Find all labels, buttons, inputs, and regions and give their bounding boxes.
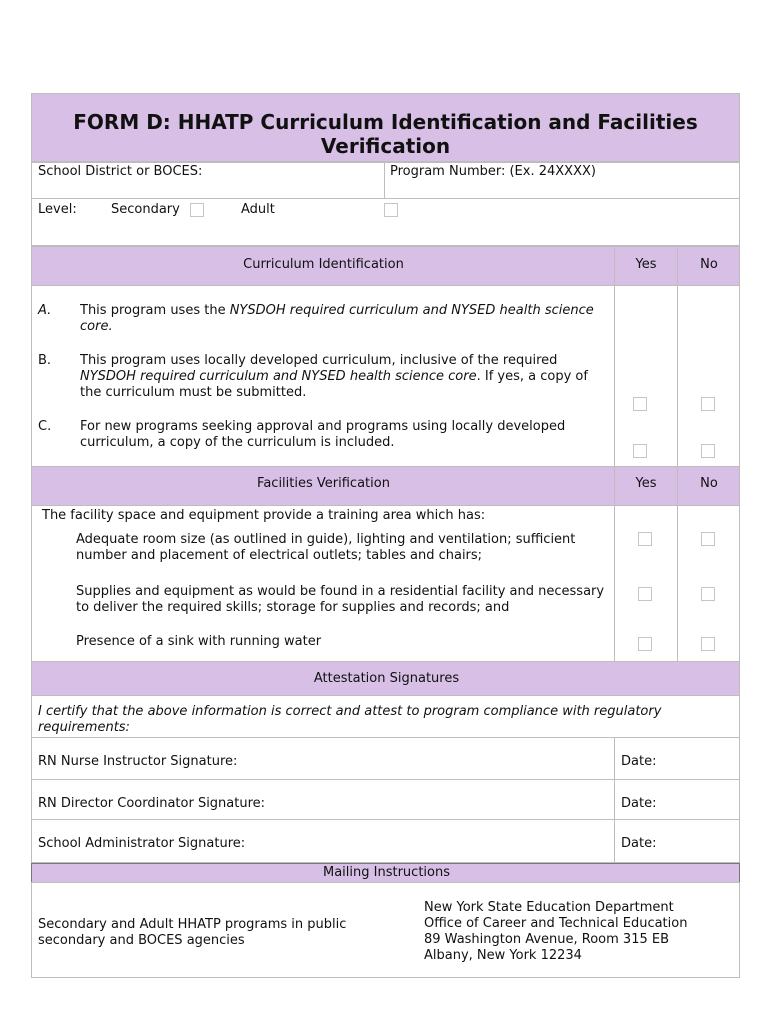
- mailing-recipients: Secondary and Adult HHATP programs in public secondary and BOCES agencies: [38, 917, 347, 948]
- item-b-post: . If yes, a copy of the curriculum must be submitted.: [80, 369, 588, 400]
- divider: [384, 163, 385, 198]
- curriculum-body: [31, 285, 740, 467]
- facilities-intro: The facility space and equipment provide a training area which has:: [42, 508, 486, 523]
- curriculum-title: Curriculum Identification: [243, 257, 404, 272]
- item-letter-a: A.: [38, 303, 52, 318]
- secondary-label: Secondary: [111, 202, 180, 217]
- facilities-yes-label: Yes: [635, 476, 657, 491]
- facilities-item-room: Adequate room size (as outlined in guide), lighting and ventilation; sufficient number and placement of electrical outlets; tables and chairs;: [76, 532, 576, 563]
- level-row: [31, 198, 740, 246]
- item-letter-b: B.: [38, 353, 52, 368]
- mailing-body: [31, 882, 740, 978]
- curriculum-no-label: No: [700, 257, 718, 272]
- item-letter-c: C.: [38, 419, 52, 434]
- room-no-checkbox[interactable]: [701, 532, 715, 546]
- item-b-italic: NYSDOH required curriculum and NYSED health science core: [80, 369, 477, 384]
- program-number-label: Program Number: (Ex. 24XXXX): [390, 164, 596, 179]
- facilities-header: [31, 466, 740, 506]
- attestation-title: Attestation Signatures: [313, 671, 460, 686]
- signature-row: [31, 737, 740, 780]
- room-yes-checkbox[interactable]: [638, 532, 652, 546]
- sink-no-checkbox[interactable]: [701, 637, 715, 651]
- attestation-statement-row: [31, 695, 740, 738]
- adult-checkbox[interactable]: [384, 203, 398, 217]
- date-label: Date:: [621, 796, 657, 811]
- address-line: 89 Washington Avenue, Room 315 EB: [424, 932, 669, 947]
- form-title-line1: FORM D: HHATP Curriculum Identification and Facilities: [73, 110, 698, 134]
- date-label: Date:: [621, 836, 657, 851]
- form-title-line2: Verification: [320, 134, 451, 158]
- address-line: New York State Education Department: [424, 900, 674, 915]
- item-a-text: This program uses the: [80, 303, 230, 318]
- curriculum-item-b: [80, 353, 610, 401]
- adult-label: Adult: [241, 202, 275, 217]
- facilities-item-sink: Presence of a sink with running water: [76, 634, 322, 649]
- facilities-title: Facilities Verification: [257, 476, 390, 491]
- item-a-italic: NYSDOH required curriculum and NYSED health science core.: [80, 303, 594, 334]
- divider: [614, 286, 615, 466]
- supplies-yes-checkbox[interactable]: [638, 587, 652, 601]
- sink-yes-checkbox[interactable]: [638, 637, 652, 651]
- district-label: School District or BOCES:: [38, 164, 203, 179]
- item-b-text: This program uses locally developed curriculum, inclusive of the required: [80, 353, 558, 368]
- mailing-header: [31, 863, 740, 883]
- secondary-checkbox[interactable]: [190, 203, 204, 217]
- divider: [614, 738, 615, 779]
- divider: [677, 506, 678, 661]
- address-line: Albany, New York 12234: [424, 948, 582, 963]
- rn-director-signature-label: RN Director Coordinator Signature:: [38, 796, 266, 811]
- supplies-no-checkbox[interactable]: [701, 587, 715, 601]
- item-a-yes-checkbox[interactable]: [633, 397, 647, 411]
- district-row: [31, 162, 740, 199]
- item-a-no-checkbox[interactable]: [701, 397, 715, 411]
- level-label: Level:: [38, 202, 77, 217]
- signature-row: [31, 779, 740, 820]
- facilities-item-supplies: Supplies and equipment as would be found in a residential facility and necessary to deliver the required skills; storage for supplies and records; and: [76, 584, 605, 615]
- facilities-no-label: No: [700, 476, 718, 491]
- mailing-address: [424, 900, 734, 964]
- curriculum-item-c: [80, 419, 610, 451]
- school-admin-signature-label: School Administrator Signature:: [38, 836, 246, 851]
- rn-instructor-signature-label: RN Nurse Instructor Signature:: [38, 754, 238, 769]
- curriculum-yes-label: Yes: [635, 257, 657, 272]
- date-label: Date:: [621, 754, 657, 769]
- item-c-text: For new programs seeking approval and programs using locally developed curriculum, a copy of the curriculum is included.: [80, 419, 566, 450]
- attestation-statement: I certify that the above information is correct and attest to program compliance with regulatory requirements:: [38, 704, 662, 735]
- address-line: Office of Career and Technical Education: [424, 916, 688, 931]
- item-b-no-checkbox[interactable]: [701, 444, 715, 458]
- facilities-body: [31, 505, 740, 662]
- mailing-title: Mailing Instructions: [323, 865, 450, 880]
- divider: [677, 286, 678, 466]
- form-title: [31, 93, 740, 162]
- item-b-yes-checkbox[interactable]: [633, 444, 647, 458]
- curriculum-header: [31, 246, 740, 286]
- divider: [614, 820, 615, 862]
- attestation-header: [31, 661, 740, 696]
- curriculum-item-a: [80, 303, 595, 335]
- signature-row: [31, 819, 740, 863]
- divider: [614, 780, 615, 819]
